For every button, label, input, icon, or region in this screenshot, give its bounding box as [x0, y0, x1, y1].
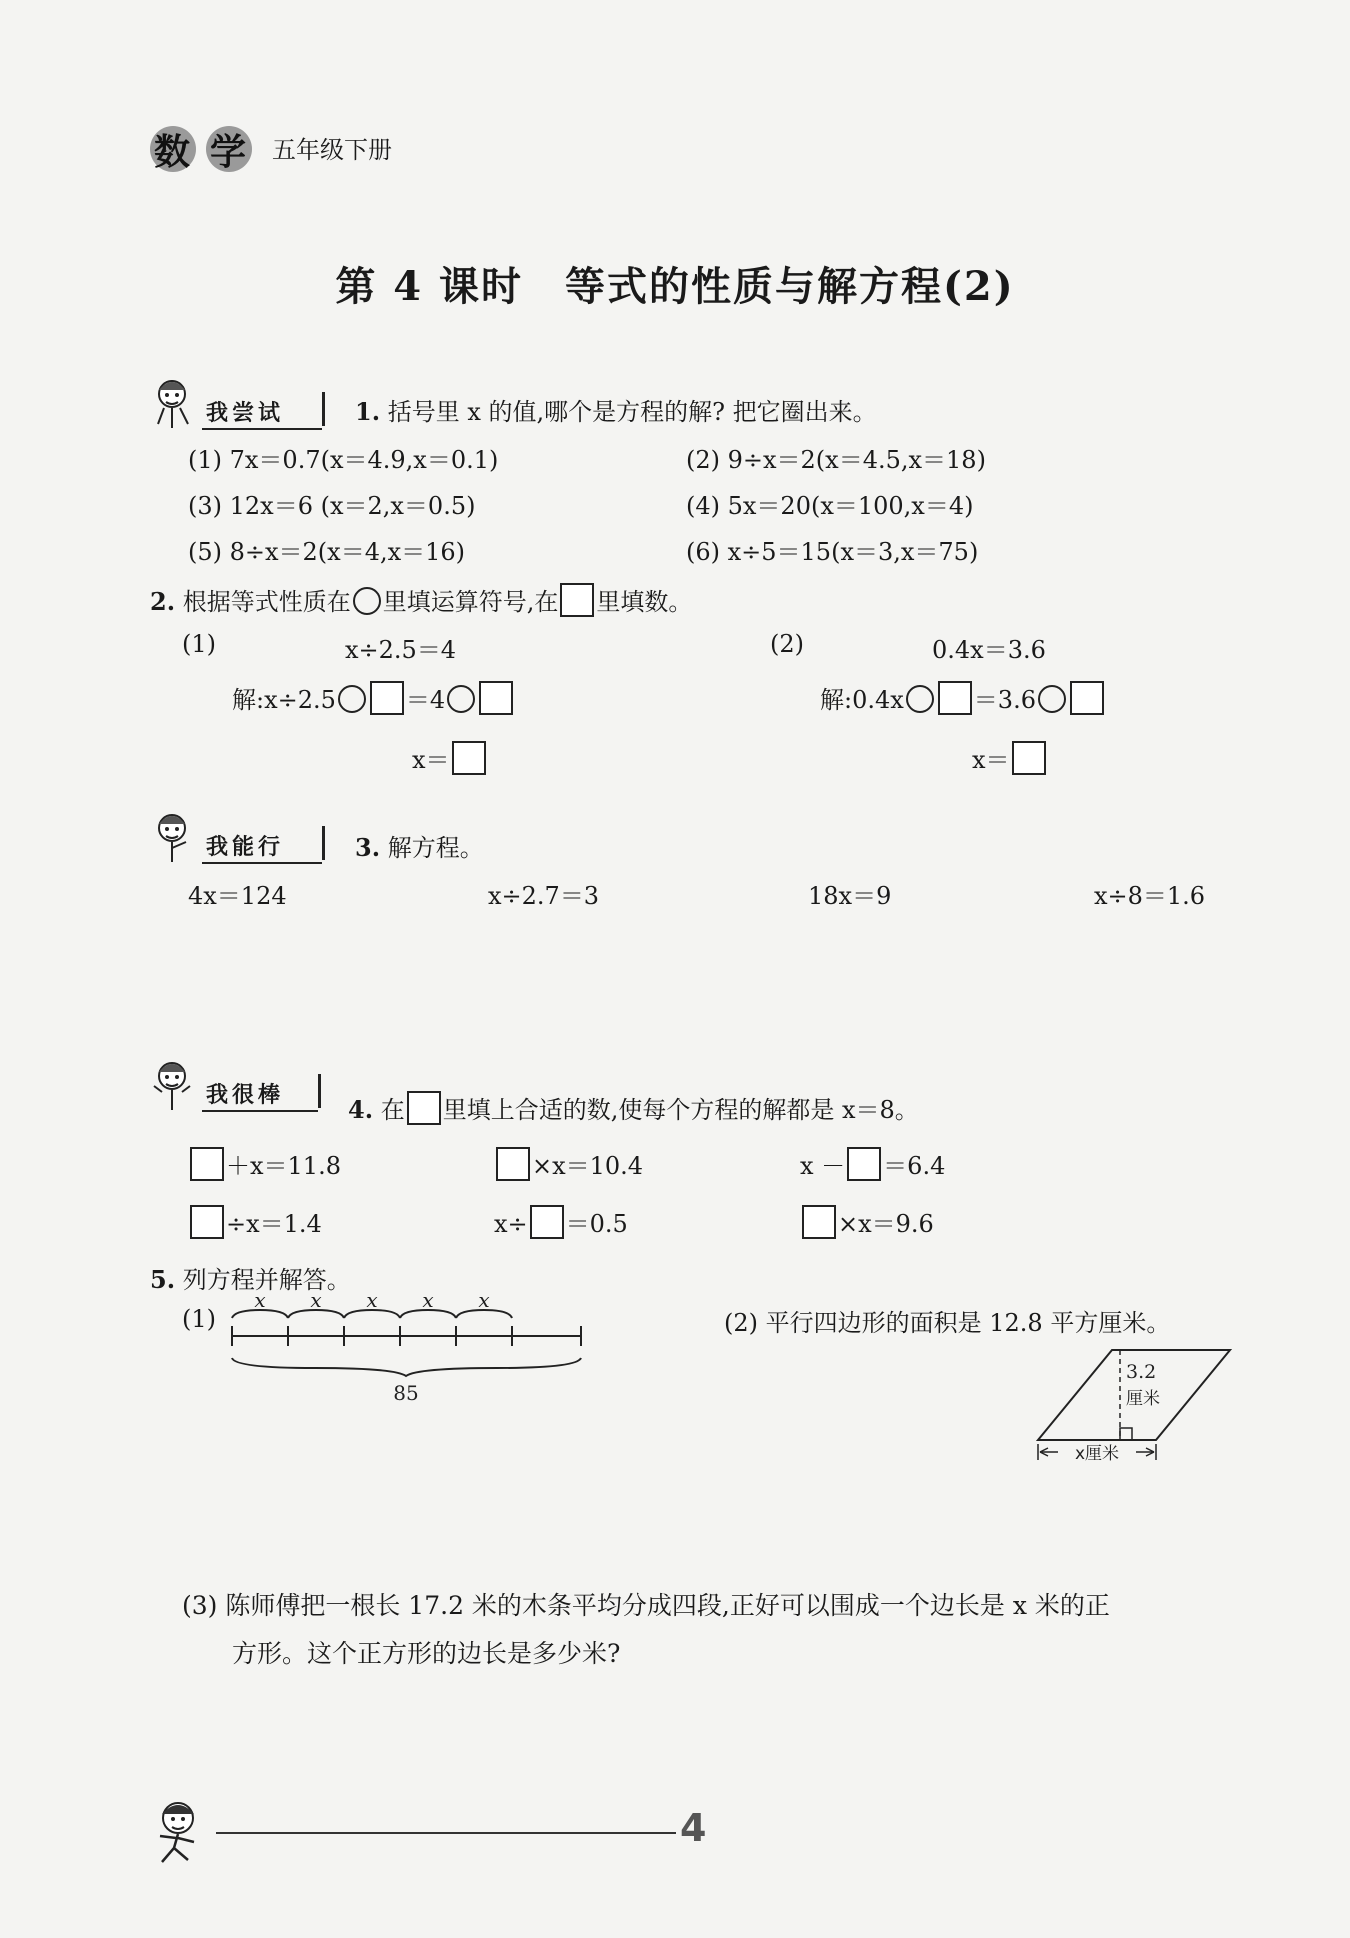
- q2-p2-result: [972, 740, 1048, 775]
- parallelogram-diagram: [1030, 1340, 1240, 1465]
- q4-eq-text: ＝6.4: [883, 1152, 946, 1180]
- q2-p2-op-circle-2[interactable]: [1038, 685, 1066, 713]
- q5-p1-label: (1): [182, 1305, 216, 1333]
- q3-equation: x÷8＝1.6: [1094, 882, 1206, 910]
- section-underline: [202, 862, 322, 864]
- kid-icon: [150, 374, 196, 432]
- subject-char-2: 学: [210, 132, 247, 173]
- section-underline: [202, 1110, 318, 1112]
- q2-p2-result-label: x＝: [972, 746, 1010, 774]
- q2-p1-sol-right: ＝4: [405, 686, 446, 714]
- total-label: 85: [393, 1381, 419, 1405]
- q2-p1-result: [412, 740, 488, 775]
- section-badge-try: [150, 390, 330, 434]
- q4-eq-2: [494, 1146, 643, 1181]
- right-angle-mark: [1120, 1428, 1132, 1440]
- q4-eq-4: [188, 1204, 322, 1239]
- section-badge-can: [150, 824, 330, 868]
- page-title: 第 4 课时 等式的性质与解方程(2): [335, 263, 1015, 310]
- q4-eq-5: [494, 1204, 628, 1239]
- subject-badge: [150, 122, 268, 174]
- q4-text-b: 里填上合适的数,使每个方程的解都是 x＝8。: [442, 1096, 919, 1124]
- q2-p1-equation: x÷2.5＝4: [345, 636, 457, 664]
- seg-label: x: [478, 1296, 490, 1312]
- seg-label: x: [310, 1296, 322, 1312]
- q5-text: 列方程并解答。: [182, 1266, 351, 1294]
- q2-number: 2.: [150, 587, 176, 616]
- q3-equation: 4x＝124: [188, 882, 287, 910]
- q4-box[interactable]: [190, 1205, 224, 1239]
- q4-box[interactable]: [496, 1147, 530, 1181]
- q2-p2-label: (2): [770, 630, 804, 658]
- segment-diagram: [225, 1296, 595, 1406]
- q1-item: (2) 9÷x＝2(x＝4.5,x＝18): [686, 446, 986, 474]
- q1-item: (4) 5x＝20(x＝100,x＝4): [686, 492, 974, 520]
- section-badge-great: [150, 1072, 330, 1116]
- q4-eq-text: ÷x＝1.4: [226, 1210, 322, 1238]
- q1-prompt: [355, 392, 877, 427]
- kid-icon: [150, 808, 196, 866]
- kid-running-icon: [150, 1796, 210, 1868]
- grade-label: 五年级下册: [272, 136, 392, 164]
- q4-eq-3: [800, 1146, 945, 1181]
- q4-eq-text: ＋x＝11.8: [226, 1152, 341, 1180]
- q1-item: (5) 8÷x＝2(x＝4,x＝16): [188, 538, 466, 566]
- q5-p3-line1: (3) 陈师傅把一根长 17.2 米的木条平均分成四段,正好可以围成一个边长是 x 米的正: [182, 1591, 1110, 1620]
- q2-text-a: 根据等式性质在: [182, 588, 351, 616]
- q3-number: 3.: [355, 833, 381, 862]
- height-unit: 厘米: [1126, 1389, 1160, 1409]
- q4-eq-6: [800, 1204, 934, 1239]
- seg-label: x: [422, 1296, 434, 1312]
- q2-text-c: 里填数。: [596, 588, 693, 616]
- kid-icon: [150, 1056, 196, 1114]
- seg-label: x: [254, 1296, 266, 1312]
- q3-text: 解方程。: [387, 834, 484, 862]
- q2-prompt: [150, 582, 692, 617]
- q2-p1-num-box-1[interactable]: [370, 681, 404, 715]
- q4-box[interactable]: [530, 1205, 564, 1239]
- q1-text: 括号里 x 的值,哪个是方程的解? 把它圈出来。: [387, 398, 877, 426]
- q4-eq-text: x －: [800, 1152, 846, 1180]
- q4-box[interactable]: [802, 1205, 836, 1239]
- q5-number: 5.: [150, 1265, 176, 1294]
- q2-p1-op-circle-1[interactable]: [338, 685, 366, 713]
- q2-p1-num-box-2[interactable]: [479, 681, 513, 715]
- q3-equation: 18x＝9: [808, 882, 892, 910]
- q3-prompt: [355, 828, 484, 863]
- q4-prompt: [348, 1090, 919, 1125]
- q2-p2-result-box[interactable]: [1012, 741, 1046, 775]
- section-label-great: 我很棒: [206, 1083, 285, 1108]
- q2-circle-sample: [353, 587, 381, 615]
- q2-p1-label: (1): [182, 630, 216, 658]
- q4-number: 4.: [348, 1095, 374, 1124]
- seg-label: x: [366, 1296, 378, 1312]
- q2-text-b: 里填运算符号,在: [382, 588, 559, 616]
- q2-p2-equation: 0.4x＝3.6: [932, 636, 1046, 664]
- q5-p3-line2: 方形。这个正方形的边长是多少米?: [232, 1639, 621, 1668]
- q4-eq-text: x÷: [494, 1210, 528, 1238]
- q4-box[interactable]: [190, 1147, 224, 1181]
- q2-p2-num-box-2[interactable]: [1070, 681, 1104, 715]
- section-bar: [318, 1074, 321, 1108]
- q2-p2-sol-right: ＝3.6: [973, 686, 1036, 714]
- base-label: x厘米: [1074, 1444, 1120, 1464]
- q2-p1-solution: [232, 680, 515, 715]
- q5-p2-text: (2) 平行四边形的面积是 12.8 平方厘米。: [724, 1309, 1171, 1337]
- q1-item: (3) 12x＝6 (x＝2,x＝0.5): [188, 492, 476, 520]
- q1-number: 1.: [355, 397, 381, 426]
- q5-prompt: [150, 1260, 351, 1295]
- q4-eq-text: ×x＝9.6: [838, 1210, 934, 1238]
- section-bar: [322, 826, 325, 860]
- q2-p1-op-circle-2[interactable]: [447, 685, 475, 713]
- page-number: 4: [680, 1806, 707, 1850]
- section-underline: [202, 428, 322, 430]
- q4-eq-text: ×x＝10.4: [532, 1152, 644, 1180]
- q3-equation: x÷2.7＝3: [488, 882, 600, 910]
- q2-p2-sol-left: 解:0.4x: [820, 686, 904, 714]
- q4-eq-1: [188, 1146, 341, 1181]
- q4-box[interactable]: [847, 1147, 881, 1181]
- section-label-try: 我尝试: [206, 401, 285, 426]
- height-value: 3.2: [1126, 1361, 1157, 1383]
- q4-eq-text: ＝0.5: [565, 1210, 628, 1238]
- footer-rule: [216, 1832, 676, 1834]
- q2-box-sample: [560, 583, 594, 617]
- q4-text-a: 在: [380, 1096, 405, 1124]
- subject-char-1: 数: [154, 132, 191, 173]
- q4-box-sample: [407, 1091, 441, 1125]
- q2-p2-num-box-1[interactable]: [938, 681, 972, 715]
- total-brace: [232, 1358, 581, 1376]
- section-bar: [322, 392, 325, 426]
- q2-p1-result-box[interactable]: [452, 741, 486, 775]
- q2-p1-sol-left: 解:x÷2.5: [232, 686, 336, 714]
- q1-item: (6) x÷5＝15(x＝3,x＝75): [686, 538, 979, 566]
- q1-item: (1) 7x＝0.7(x＝4.9,x＝0.1): [188, 446, 499, 474]
- q2-p1-result-label: x＝: [412, 746, 450, 774]
- q2-p2-op-circle-1[interactable]: [906, 685, 934, 713]
- q2-p2-solution: [820, 680, 1106, 715]
- section-label-can: 我能行: [206, 835, 285, 860]
